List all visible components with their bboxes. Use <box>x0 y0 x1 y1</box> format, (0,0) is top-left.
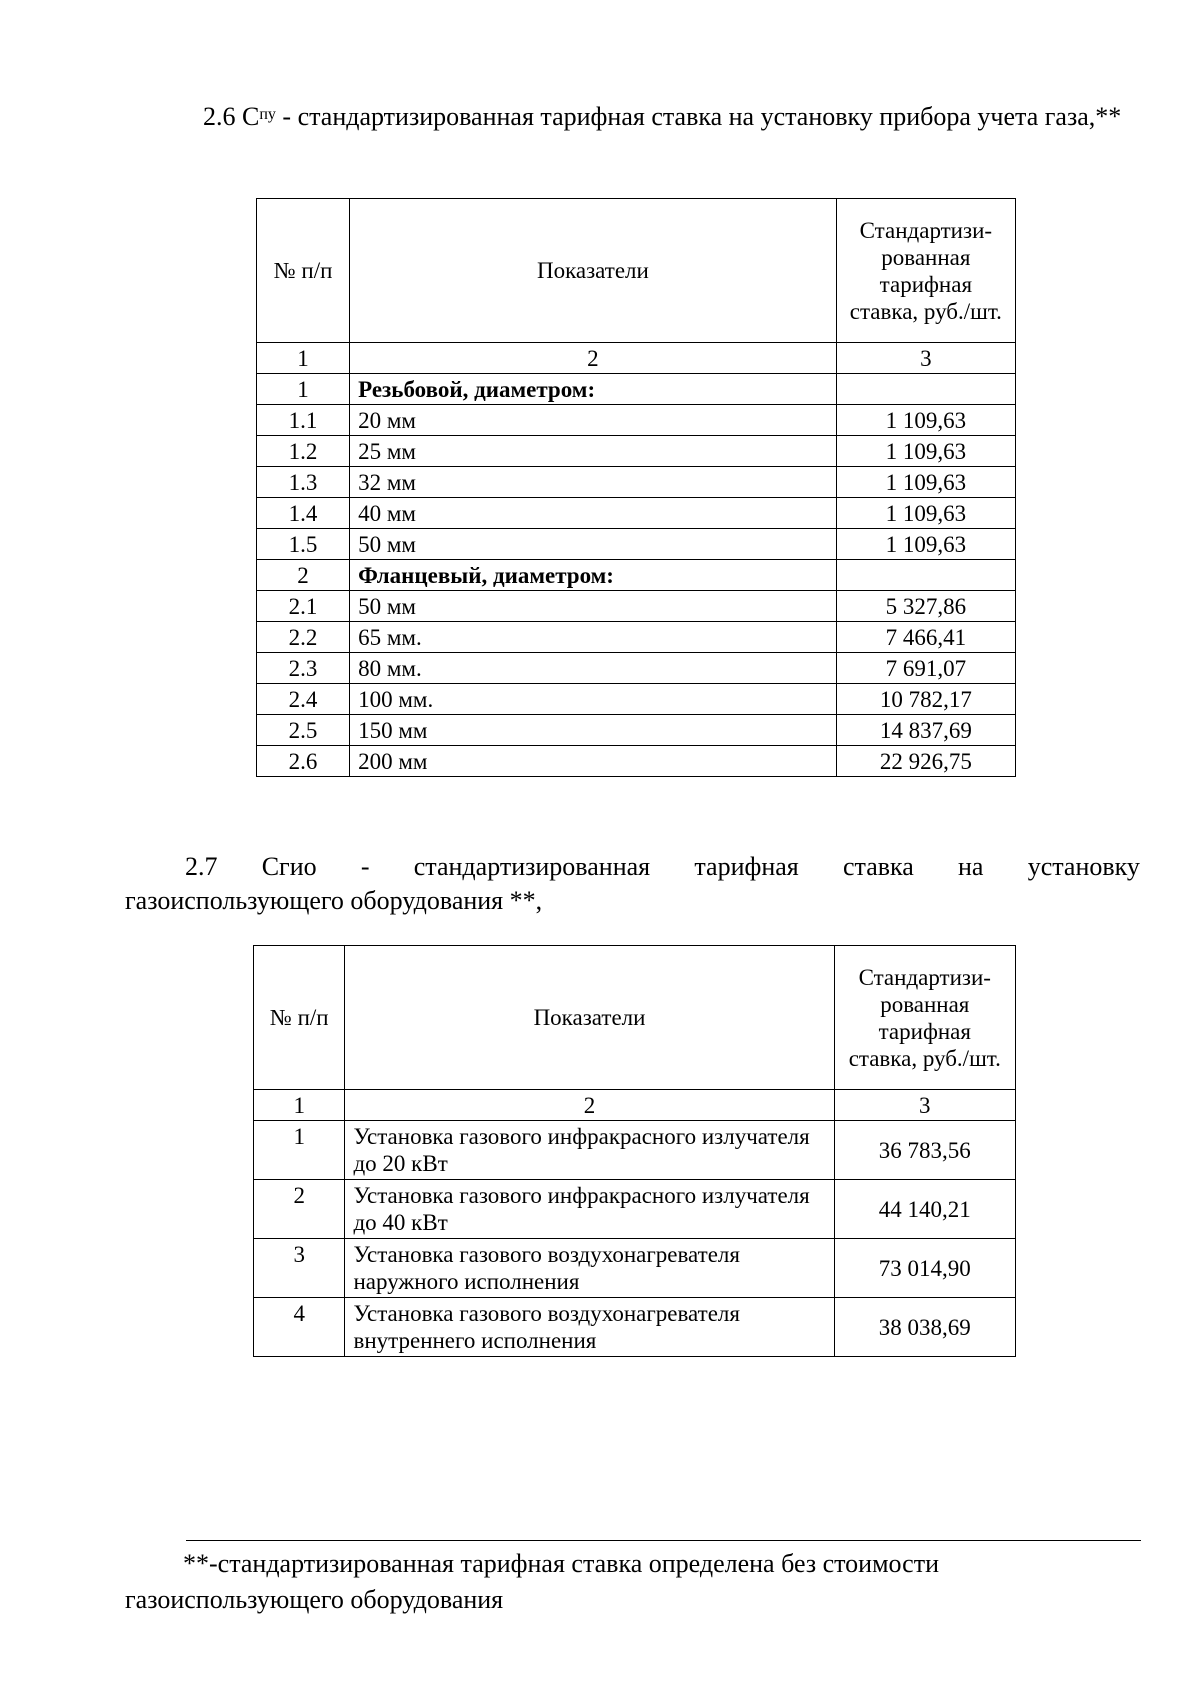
row-rate-cell: 38 038,69 <box>834 1298 1015 1357</box>
section-2-7-word: - <box>360 852 370 881</box>
row-rate-cell: 14 837,69 <box>836 715 1015 746</box>
row-rate-cell: 10 782,17 <box>836 684 1015 715</box>
section-2-7-word: установку <box>1027 852 1140 881</box>
table-row <box>257 467 1016 498</box>
row-number-cell: 1.2 <box>257 436 350 467</box>
header-rate-cell: Стандартизи-рованная тарифная ставка, руб./шт. <box>834 946 1015 1090</box>
header-rate-cell: Стандартизи-рованная тарифная ставка, руб./шт. <box>836 199 1015 343</box>
row-label-cell: 200 мм <box>350 746 837 777</box>
section-2-6-number: 2.6 <box>203 102 236 131</box>
row-rate-cell: 1 109,63 <box>836 498 1015 529</box>
row-rate-cell: 1 109,63 <box>836 467 1015 498</box>
row-label-cell: 150 мм <box>350 715 837 746</box>
table-row <box>257 684 1016 715</box>
header-number-cell: № п/п <box>254 946 345 1090</box>
row-number-cell: 1.4 <box>257 498 350 529</box>
table-row <box>254 1239 1016 1298</box>
footnote <box>125 1546 1140 1618</box>
section-2-7-second-line: газоиспользующего оборудования **, <box>125 886 543 915</box>
row-rate-cell <box>836 560 1015 591</box>
table-index-row <box>254 1090 1016 1121</box>
index-cell: 1 <box>254 1090 345 1121</box>
row-number-cell: 2 <box>257 560 350 591</box>
row-label-cell: 50 мм <box>350 591 837 622</box>
row-rate-cell: 7 466,41 <box>836 622 1015 653</box>
row-label-cell: 80 мм. <box>350 653 837 684</box>
table-row <box>257 746 1016 777</box>
table-index-row <box>257 343 1016 374</box>
meter-install-rates-table <box>256 198 1016 777</box>
row-number-cell: 1 <box>257 374 350 405</box>
table-header-row <box>257 199 1016 343</box>
section-2-7-word: на <box>958 852 984 881</box>
row-number-cell: 2 <box>254 1180 345 1239</box>
section-2-7-word: стандартизированная <box>413 852 651 881</box>
table-row <box>254 1180 1016 1239</box>
row-label-cell: Фланцевый, диаметром: <box>350 560 837 591</box>
row-rate-cell: 5 327,86 <box>836 591 1015 622</box>
row-label-cell: 25 мм <box>350 436 837 467</box>
row-number-cell: 1.3 <box>257 467 350 498</box>
row-label-cell: 100 мм. <box>350 684 837 715</box>
row-rate-cell: 73 014,90 <box>834 1239 1015 1298</box>
row-rate-cell: 1 109,63 <box>836 405 1015 436</box>
section-2-6-text: - стандартизированная тарифная ставка на установку прибора учета газа,** <box>275 102 1122 131</box>
section-2-7-first-line <box>125 850 1140 884</box>
index-cell: 3 <box>834 1090 1015 1121</box>
index-cell: 2 <box>345 1090 834 1121</box>
row-rate-cell: 44 140,21 <box>834 1180 1015 1239</box>
table-row <box>257 529 1016 560</box>
row-number-cell: 1.5 <box>257 529 350 560</box>
row-number-cell: 2.5 <box>257 715 350 746</box>
row-label-cell: 65 мм. <box>350 622 837 653</box>
table-row <box>257 591 1016 622</box>
row-label-cell: 50 мм <box>350 529 837 560</box>
row-rate-cell: 36 783,56 <box>834 1121 1015 1180</box>
section-2-7-word: 2.7 <box>185 852 218 881</box>
row-rate-cell: 22 926,75 <box>836 746 1015 777</box>
table-row <box>257 498 1016 529</box>
table-row <box>257 715 1016 746</box>
row-number-cell: 3 <box>254 1239 345 1298</box>
row-number-cell: 2.1 <box>257 591 350 622</box>
section-2-6-symbol-sup: пу <box>259 106 276 123</box>
section-2-6-symbol: C <box>242 102 260 131</box>
table-row <box>257 622 1016 653</box>
row-label-cell: Установка газового инфракрасного излучателя до 40 кВт <box>345 1180 834 1239</box>
row-rate-cell: 7 691,07 <box>836 653 1015 684</box>
row-label-cell: Установка газового воздухонагревателя внутреннего исполнения <box>345 1298 834 1357</box>
footnote-text: **-стандартизированная тарифная ставка определена без стоимости газоиспользующего оборудования <box>125 1549 939 1614</box>
row-rate-cell: 1 109,63 <box>836 529 1015 560</box>
row-number-cell: 1 <box>254 1121 345 1180</box>
table-row <box>257 560 1016 591</box>
row-rate-cell <box>836 374 1015 405</box>
row-number-cell: 2.4 <box>257 684 350 715</box>
row-number-cell: 4 <box>254 1298 345 1357</box>
table-header-row <box>254 946 1016 1090</box>
table-row <box>257 653 1016 684</box>
index-cell: 2 <box>350 343 837 374</box>
row-label-cell: Установка газового воздухонагревателя наружного исполнения <box>345 1239 834 1298</box>
row-label-cell: 20 мм <box>350 405 837 436</box>
header-number-cell: № п/п <box>257 199 350 343</box>
header-indicators-cell: Показатели <box>350 199 837 343</box>
section-2-7-word: ставка <box>842 852 914 881</box>
row-number-cell: 2.6 <box>257 746 350 777</box>
table-row <box>257 405 1016 436</box>
table-row <box>257 374 1016 405</box>
row-number-cell: 2.2 <box>257 622 350 653</box>
equipment-install-rates-table <box>253 945 1016 1357</box>
footnote-divider <box>186 1540 1141 1541</box>
row-label-cell: Установка газового инфракрасного излучателя до 20 кВт <box>345 1121 834 1180</box>
row-number-cell: 2.3 <box>257 653 350 684</box>
section-2-7-word: тарифная <box>694 852 799 881</box>
index-cell: 1 <box>257 343 350 374</box>
section-2-7-word: Сгио <box>261 852 317 881</box>
row-number-cell: 1.1 <box>257 405 350 436</box>
index-cell: 3 <box>836 343 1015 374</box>
row-label-cell: Резьбовой, диаметром: <box>350 374 837 405</box>
row-label-cell: 40 мм <box>350 498 837 529</box>
row-rate-cell: 1 109,63 <box>836 436 1015 467</box>
table-row <box>254 1121 1016 1180</box>
header-indicators-cell: Показатели <box>345 946 834 1090</box>
row-label-cell: 32 мм <box>350 467 837 498</box>
table-row <box>254 1298 1016 1357</box>
section-2-7-paragraph <box>125 850 1140 918</box>
table-row <box>257 436 1016 467</box>
section-2-6-paragraph <box>125 100 1140 134</box>
